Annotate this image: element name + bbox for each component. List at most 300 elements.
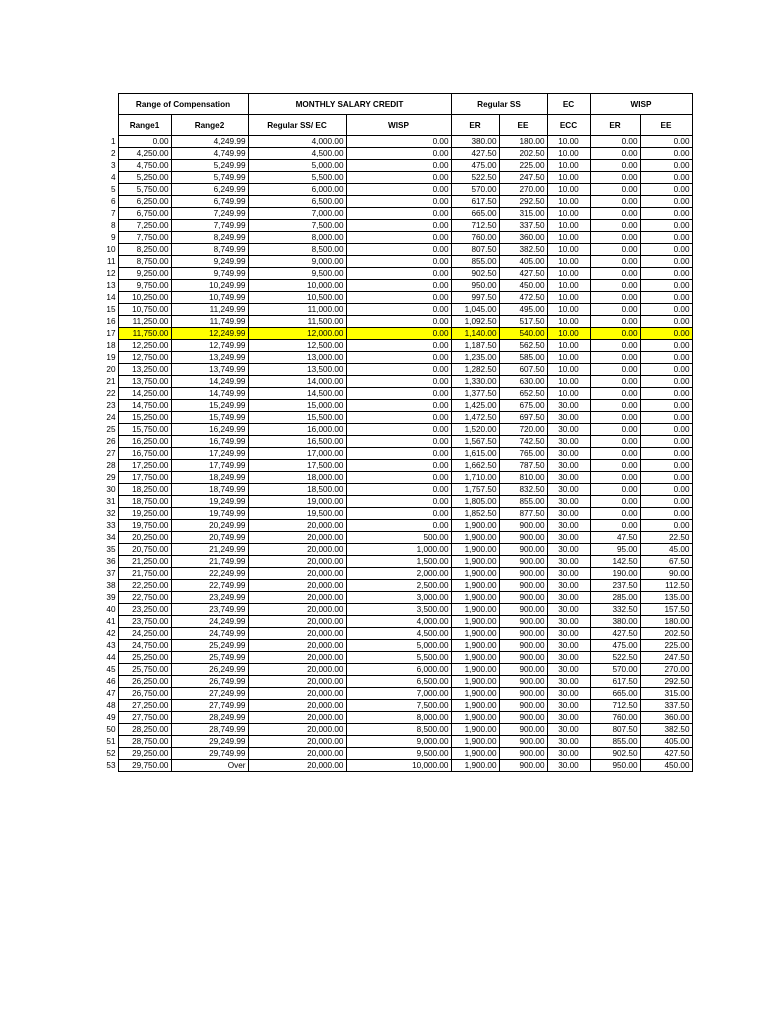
range2-cell: 22,249.99: [171, 568, 248, 580]
msc-wisp-cell: 5,500.00: [346, 652, 451, 664]
wisp-er-cell: 665.00: [590, 688, 640, 700]
wisp-ee-cell: 0.00: [640, 460, 692, 472]
ss-er-cell: 1,900.00: [451, 652, 499, 664]
row-number: 7: [110, 209, 116, 218]
msc-regular-ss-ec-cell: 12,500.00: [248, 340, 346, 352]
wisp-ee-cell: 67.50: [640, 556, 692, 568]
ecc-cell: 10.00: [547, 376, 590, 388]
msc-wisp-cell: 0.00: [346, 508, 451, 520]
msc-wisp-cell: 0.00: [346, 268, 451, 280]
range2-cell: 21,249.99: [171, 544, 248, 556]
range2-cell: 13,249.99: [171, 352, 248, 364]
ss-ee-cell: 562.50: [499, 340, 547, 352]
ecc-cell: 10.00: [547, 208, 590, 220]
row-number: 21: [106, 377, 116, 386]
table-row: [98, 388, 692, 400]
range2-cell: 13,749.99: [171, 364, 248, 376]
wisp-er-cell: 0.00: [590, 172, 640, 184]
wisp-ee-cell: 90.00: [640, 568, 692, 580]
table-row: [98, 244, 692, 256]
ss-er-cell: 1,092.50: [451, 316, 499, 328]
wisp-ee-cell: 0.00: [640, 316, 692, 328]
table-row: [98, 292, 692, 304]
wisp-er-cell: 0.00: [590, 328, 640, 340]
wisp-ee-cell: 427.50: [640, 748, 692, 760]
range1-cell: 29,250.00: [118, 748, 171, 760]
wisp-ee-cell: 0.00: [640, 232, 692, 244]
range1-cell: 21,250.00: [118, 556, 171, 568]
table-row: [98, 748, 692, 760]
table-row: [98, 580, 692, 592]
msc-regular-ss-ec-cell: 20,000.00: [248, 736, 346, 748]
wisp-ee-cell: 0.00: [640, 196, 692, 208]
ss-ee-cell: 900.00: [499, 604, 547, 616]
ss-ee-cell: 270.00: [499, 184, 547, 196]
ecc-cell: 30.00: [547, 412, 590, 424]
table-row: [98, 628, 692, 640]
wisp-er-cell: 0.00: [590, 508, 640, 520]
ecc-cell: 10.00: [547, 136, 590, 148]
ss-ee-cell: 900.00: [499, 712, 547, 724]
ss-ee-cell: 697.50: [499, 412, 547, 424]
range1-cell: 12,250.00: [118, 340, 171, 352]
range1-cell: 13,750.00: [118, 376, 171, 388]
ss-er-cell: 1,900.00: [451, 748, 499, 760]
range1-cell: 8,750.00: [118, 256, 171, 268]
ss-er-cell: 1,805.00: [451, 496, 499, 508]
ss-er-cell: 1,900.00: [451, 628, 499, 640]
range2-cell: 8,249.99: [171, 232, 248, 244]
ss-ee-cell: 900.00: [499, 760, 547, 772]
wisp-er-cell: 760.00: [590, 712, 640, 724]
column-header-ss-ee: EE: [499, 115, 547, 136]
msc-wisp-cell: 6,000.00: [346, 664, 451, 676]
table-row: [98, 664, 692, 676]
table-row: [98, 544, 692, 556]
wisp-ee-cell: 0.00: [640, 376, 692, 388]
msc-wisp-cell: 0.00: [346, 412, 451, 424]
ss-er-cell: 1,377.50: [451, 388, 499, 400]
range1-cell: 16,250.00: [118, 436, 171, 448]
wisp-ee-cell: 0.00: [640, 388, 692, 400]
range2-cell: 16,249.99: [171, 424, 248, 436]
wisp-er-cell: 0.00: [590, 424, 640, 436]
table-row: [98, 268, 692, 280]
ss-er-cell: 522.50: [451, 172, 499, 184]
ss-ee-cell: 427.50: [499, 268, 547, 280]
ss-er-cell: 1,425.00: [451, 400, 499, 412]
wisp-ee-cell: 382.50: [640, 724, 692, 736]
column-header-row: [98, 115, 692, 136]
wisp-er-cell: 0.00: [590, 520, 640, 532]
range1-cell: 6,250.00: [118, 196, 171, 208]
range1-cell: 26,250.00: [118, 676, 171, 688]
msc-wisp-cell: 0.00: [346, 364, 451, 376]
row-number: 26: [106, 437, 116, 446]
msc-wisp-cell: 10,000.00: [346, 760, 451, 772]
msc-wisp-cell: 0.00: [346, 172, 451, 184]
ss-ee-cell: 720.00: [499, 424, 547, 436]
row-number: 31: [106, 497, 116, 506]
table-row: [98, 736, 692, 748]
row-number-header: [98, 115, 118, 136]
ss-er-cell: 760.00: [451, 232, 499, 244]
wisp-ee-cell: 22.50: [640, 532, 692, 544]
wisp-er-cell: 0.00: [590, 340, 640, 352]
ss-er-cell: 1,520.00: [451, 424, 499, 436]
range2-cell: 15,749.99: [171, 412, 248, 424]
ss-ee-cell: 585.00: [499, 352, 547, 364]
ss-er-cell: 427.50: [451, 148, 499, 160]
range2-cell: 7,749.99: [171, 220, 248, 232]
wisp-er-cell: 0.00: [590, 472, 640, 484]
ecc-cell: 30.00: [547, 484, 590, 496]
ecc-cell: 10.00: [547, 220, 590, 232]
range1-cell: 24,750.00: [118, 640, 171, 652]
range2-cell: 8,749.99: [171, 244, 248, 256]
wisp-ee-cell: 0.00: [640, 508, 692, 520]
table-row: [98, 568, 692, 580]
ecc-cell: 30.00: [547, 508, 590, 520]
range2-cell: 19,749.99: [171, 508, 248, 520]
table-row: [98, 688, 692, 700]
table-row: [98, 496, 692, 508]
range2-cell: 14,249.99: [171, 376, 248, 388]
row-number: 14: [106, 293, 116, 302]
row-number: 17: [106, 329, 116, 338]
wisp-er-cell: 0.00: [590, 280, 640, 292]
wisp-er-cell: 0.00: [590, 304, 640, 316]
range1-cell: 9,250.00: [118, 268, 171, 280]
msc-wisp-cell: 0.00: [346, 160, 451, 172]
msc-regular-ss-ec-cell: 11,500.00: [248, 316, 346, 328]
row-number: 50: [106, 725, 116, 734]
msc-regular-ss-ec-cell: 5,500.00: [248, 172, 346, 184]
row-number: 49: [106, 713, 116, 722]
ss-er-cell: 1,900.00: [451, 616, 499, 628]
wisp-er-cell: 570.00: [590, 664, 640, 676]
msc-regular-ss-ec-cell: 18,500.00: [248, 484, 346, 496]
table-row: [98, 172, 692, 184]
row-number: 25: [106, 425, 116, 434]
ss-ee-cell: 495.00: [499, 304, 547, 316]
msc-regular-ss-ec-cell: 8,500.00: [248, 244, 346, 256]
ss-er-cell: 570.00: [451, 184, 499, 196]
wisp-er-cell: 95.00: [590, 544, 640, 556]
column-header-msc-wisp: WISP: [346, 115, 451, 136]
range1-cell: 21,750.00: [118, 568, 171, 580]
range2-cell: 10,249.99: [171, 280, 248, 292]
msc-regular-ss-ec-cell: 7,500.00: [248, 220, 346, 232]
table-row: [98, 364, 692, 376]
wisp-ee-cell: 0.00: [640, 484, 692, 496]
ecc-cell: 30.00: [547, 700, 590, 712]
msc-wisp-cell: 0.00: [346, 460, 451, 472]
msc-regular-ss-ec-cell: 9,000.00: [248, 256, 346, 268]
ss-er-cell: 1,900.00: [451, 724, 499, 736]
range1-cell: 13,250.00: [118, 364, 171, 376]
column-header-ecc: ECC: [547, 115, 590, 136]
ecc-cell: 30.00: [547, 460, 590, 472]
monthly-salary-credit-header: MONTHLY SALARY CREDIT: [248, 94, 451, 115]
wisp-ee-cell: 45.00: [640, 544, 692, 556]
row-number: 34: [106, 533, 116, 542]
msc-regular-ss-ec-cell: 20,000.00: [248, 652, 346, 664]
msc-wisp-cell: 0.00: [346, 472, 451, 484]
range1-cell: 5,250.00: [118, 172, 171, 184]
ss-ee-cell: 630.00: [499, 376, 547, 388]
ss-er-cell: 1,900.00: [451, 664, 499, 676]
ss-ee-cell: 225.00: [499, 160, 547, 172]
msc-wisp-cell: 4,000.00: [346, 616, 451, 628]
msc-regular-ss-ec-cell: 4,000.00: [248, 136, 346, 148]
table-row: [98, 316, 692, 328]
msc-wisp-cell: 1,000.00: [346, 544, 451, 556]
range-of-compensation-header: Range of Compensation: [118, 94, 248, 115]
ss-er-cell: 950.00: [451, 280, 499, 292]
ss-ee-cell: 900.00: [499, 724, 547, 736]
table-row: [98, 676, 692, 688]
msc-regular-ss-ec-cell: 20,000.00: [248, 556, 346, 568]
range2-cell: Over: [171, 760, 248, 772]
msc-wisp-cell: 0.00: [346, 292, 451, 304]
ss-er-cell: 1,900.00: [451, 544, 499, 556]
msc-regular-ss-ec-cell: 19,000.00: [248, 496, 346, 508]
msc-wisp-cell: 8,500.00: [346, 724, 451, 736]
msc-wisp-cell: 0.00: [346, 352, 451, 364]
ecc-cell: 30.00: [547, 520, 590, 532]
ss-er-cell: 1,710.00: [451, 472, 499, 484]
range2-cell: 28,249.99: [171, 712, 248, 724]
ecc-cell: 10.00: [547, 256, 590, 268]
wisp-ee-cell: 292.50: [640, 676, 692, 688]
ecc-cell: 30.00: [547, 736, 590, 748]
msc-regular-ss-ec-cell: 20,000.00: [248, 676, 346, 688]
range1-cell: 25,750.00: [118, 664, 171, 676]
ss-er-cell: 1,187.50: [451, 340, 499, 352]
row-number: 39: [106, 593, 116, 602]
range2-cell: 9,749.99: [171, 268, 248, 280]
ss-ee-cell: 472.50: [499, 292, 547, 304]
ecc-cell: 30.00: [547, 556, 590, 568]
ecc-cell: 30.00: [547, 532, 590, 544]
row-number: 43: [106, 641, 116, 650]
ecc-cell: 10.00: [547, 160, 590, 172]
ecc-cell: 10.00: [547, 388, 590, 400]
msc-regular-ss-ec-cell: 16,000.00: [248, 424, 346, 436]
ecc-cell: 10.00: [547, 316, 590, 328]
msc-wisp-cell: 0.00: [346, 184, 451, 196]
ecc-cell: 10.00: [547, 148, 590, 160]
ss-ee-cell: 900.00: [499, 580, 547, 592]
ss-er-cell: 1,045.00: [451, 304, 499, 316]
wisp-er-cell: 475.00: [590, 640, 640, 652]
range2-cell: 15,249.99: [171, 400, 248, 412]
row-number: 35: [106, 545, 116, 554]
msc-wisp-cell: 500.00: [346, 532, 451, 544]
wisp-ee-cell: 0.00: [640, 472, 692, 484]
table-row: [98, 376, 692, 388]
msc-regular-ss-ec-cell: 19,500.00: [248, 508, 346, 520]
table-row: [98, 604, 692, 616]
table-row: [98, 508, 692, 520]
group-header-row: [98, 94, 692, 115]
ss-er-cell: 1,852.50: [451, 508, 499, 520]
msc-wisp-cell: 8,000.00: [346, 712, 451, 724]
table-row: [98, 256, 692, 268]
msc-wisp-cell: 0.00: [346, 520, 451, 532]
wisp-ee-cell: 0.00: [640, 352, 692, 364]
wisp-ee-cell: 0.00: [640, 172, 692, 184]
msc-wisp-cell: 0.00: [346, 244, 451, 256]
table-row: [98, 436, 692, 448]
msc-wisp-cell: 0.00: [346, 280, 451, 292]
wisp-er-cell: 0.00: [590, 196, 640, 208]
ss-ee-cell: 360.00: [499, 232, 547, 244]
ss-er-cell: 1,900.00: [451, 568, 499, 580]
msc-wisp-cell: 0.00: [346, 136, 451, 148]
wisp-ee-cell: 0.00: [640, 220, 692, 232]
range2-cell: 12,249.99: [171, 328, 248, 340]
msc-regular-ss-ec-cell: 7,000.00: [248, 208, 346, 220]
range1-cell: 12,750.00: [118, 352, 171, 364]
ecc-cell: 10.00: [547, 328, 590, 340]
ecc-cell: 30.00: [547, 748, 590, 760]
row-number: 3: [110, 161, 116, 170]
wisp-er-cell: 950.00: [590, 760, 640, 772]
ecc-cell: 30.00: [547, 724, 590, 736]
wisp-ee-cell: 0.00: [640, 208, 692, 220]
row-number: 33: [106, 521, 116, 530]
wisp-er-cell: 0.00: [590, 244, 640, 256]
range2-cell: 19,249.99: [171, 496, 248, 508]
range1-cell: 17,750.00: [118, 472, 171, 484]
wisp-er-cell: 0.00: [590, 232, 640, 244]
ss-ee-cell: 247.50: [499, 172, 547, 184]
row-number: 4: [110, 173, 116, 182]
row-number: 15: [106, 305, 116, 314]
ss-ee-cell: 900.00: [499, 628, 547, 640]
msc-wisp-cell: 0.00: [346, 148, 451, 160]
range1-cell: 14,250.00: [118, 388, 171, 400]
ss-er-cell: 665.00: [451, 208, 499, 220]
table-row: [98, 160, 692, 172]
range1-cell: 28,750.00: [118, 736, 171, 748]
msc-regular-ss-ec-cell: 20,000.00: [248, 520, 346, 532]
ss-er-cell: 807.50: [451, 244, 499, 256]
range2-cell: 12,749.99: [171, 340, 248, 352]
wisp-er-cell: 427.50: [590, 628, 640, 640]
row-number: 9: [110, 233, 116, 242]
wisp-er-cell: 0.00: [590, 208, 640, 220]
wisp-ee-cell: 0.00: [640, 340, 692, 352]
msc-regular-ss-ec-cell: 11,000.00: [248, 304, 346, 316]
row-number: 42: [106, 629, 116, 638]
msc-regular-ss-ec-cell: 20,000.00: [248, 664, 346, 676]
ss-er-cell: 380.00: [451, 136, 499, 148]
column-header-ss-er: ER: [451, 115, 499, 136]
ss-ee-cell: 877.50: [499, 508, 547, 520]
wisp-ee-cell: 202.50: [640, 628, 692, 640]
wisp-er-cell: 47.50: [590, 532, 640, 544]
ss-ee-cell: 900.00: [499, 592, 547, 604]
range2-cell: 29,749.99: [171, 748, 248, 760]
msc-wisp-cell: 6,500.00: [346, 676, 451, 688]
range1-cell: 29,750.00: [118, 760, 171, 772]
msc-wisp-cell: 1,500.00: [346, 556, 451, 568]
msc-wisp-cell: 9,500.00: [346, 748, 451, 760]
wisp-er-cell: 0.00: [590, 460, 640, 472]
table-row: [98, 280, 692, 292]
msc-regular-ss-ec-cell: 17,500.00: [248, 460, 346, 472]
range1-cell: 0.00: [118, 136, 171, 148]
msc-wisp-cell: 0.00: [346, 328, 451, 340]
row-number: 28: [106, 461, 116, 470]
range2-cell: 22,749.99: [171, 580, 248, 592]
msc-wisp-cell: 0.00: [346, 484, 451, 496]
ss-er-cell: 1,567.50: [451, 436, 499, 448]
table-row: [98, 196, 692, 208]
ss-er-cell: 1,330.00: [451, 376, 499, 388]
msc-regular-ss-ec-cell: 20,000.00: [248, 724, 346, 736]
range2-cell: 26,749.99: [171, 676, 248, 688]
ss-ee-cell: 405.00: [499, 256, 547, 268]
msc-regular-ss-ec-cell: 20,000.00: [248, 532, 346, 544]
msc-wisp-cell: 5,000.00: [346, 640, 451, 652]
msc-regular-ss-ec-cell: 6,500.00: [248, 196, 346, 208]
ss-er-cell: 997.50: [451, 292, 499, 304]
wisp-er-cell: 0.00: [590, 364, 640, 376]
ecc-cell: 10.00: [547, 352, 590, 364]
msc-wisp-cell: 0.00: [346, 424, 451, 436]
msc-wisp-cell: 0.00: [346, 304, 451, 316]
range2-cell: 5,249.99: [171, 160, 248, 172]
column-header-wisp-ee: EE: [640, 115, 692, 136]
row-number: 1: [110, 137, 116, 146]
msc-wisp-cell: 0.00: [346, 496, 451, 508]
range1-cell: 24,250.00: [118, 628, 171, 640]
range2-cell: 18,249.99: [171, 472, 248, 484]
row-number: 52: [106, 749, 116, 758]
range2-cell: 16,749.99: [171, 436, 248, 448]
msc-regular-ss-ec-cell: 4,500.00: [248, 148, 346, 160]
range2-cell: 6,749.99: [171, 196, 248, 208]
table-row: [98, 724, 692, 736]
row-number: 22: [106, 389, 116, 398]
wisp-ee-cell: 0.00: [640, 160, 692, 172]
wisp-ee-cell: 0.00: [640, 496, 692, 508]
wisp-er-cell: 0.00: [590, 388, 640, 400]
wisp-ee-cell: 0.00: [640, 448, 692, 460]
ecc-cell: 10.00: [547, 244, 590, 256]
msc-regular-ss-ec-cell: 13,500.00: [248, 364, 346, 376]
range1-cell: 9,750.00: [118, 280, 171, 292]
ecc-cell: 10.00: [547, 292, 590, 304]
ss-ee-cell: 450.00: [499, 280, 547, 292]
ss-ee-cell: 675.00: [499, 400, 547, 412]
row-number: 2: [110, 149, 116, 158]
range1-cell: 6,750.00: [118, 208, 171, 220]
msc-regular-ss-ec-cell: 14,500.00: [248, 388, 346, 400]
ss-er-cell: 1,235.00: [451, 352, 499, 364]
wisp-ee-cell: 157.50: [640, 604, 692, 616]
ss-er-cell: 1,900.00: [451, 520, 499, 532]
msc-wisp-cell: 0.00: [346, 220, 451, 232]
range2-cell: 10,749.99: [171, 292, 248, 304]
table-row: [98, 208, 692, 220]
wisp-er-cell: 0.00: [590, 496, 640, 508]
ss-ee-cell: 315.00: [499, 208, 547, 220]
